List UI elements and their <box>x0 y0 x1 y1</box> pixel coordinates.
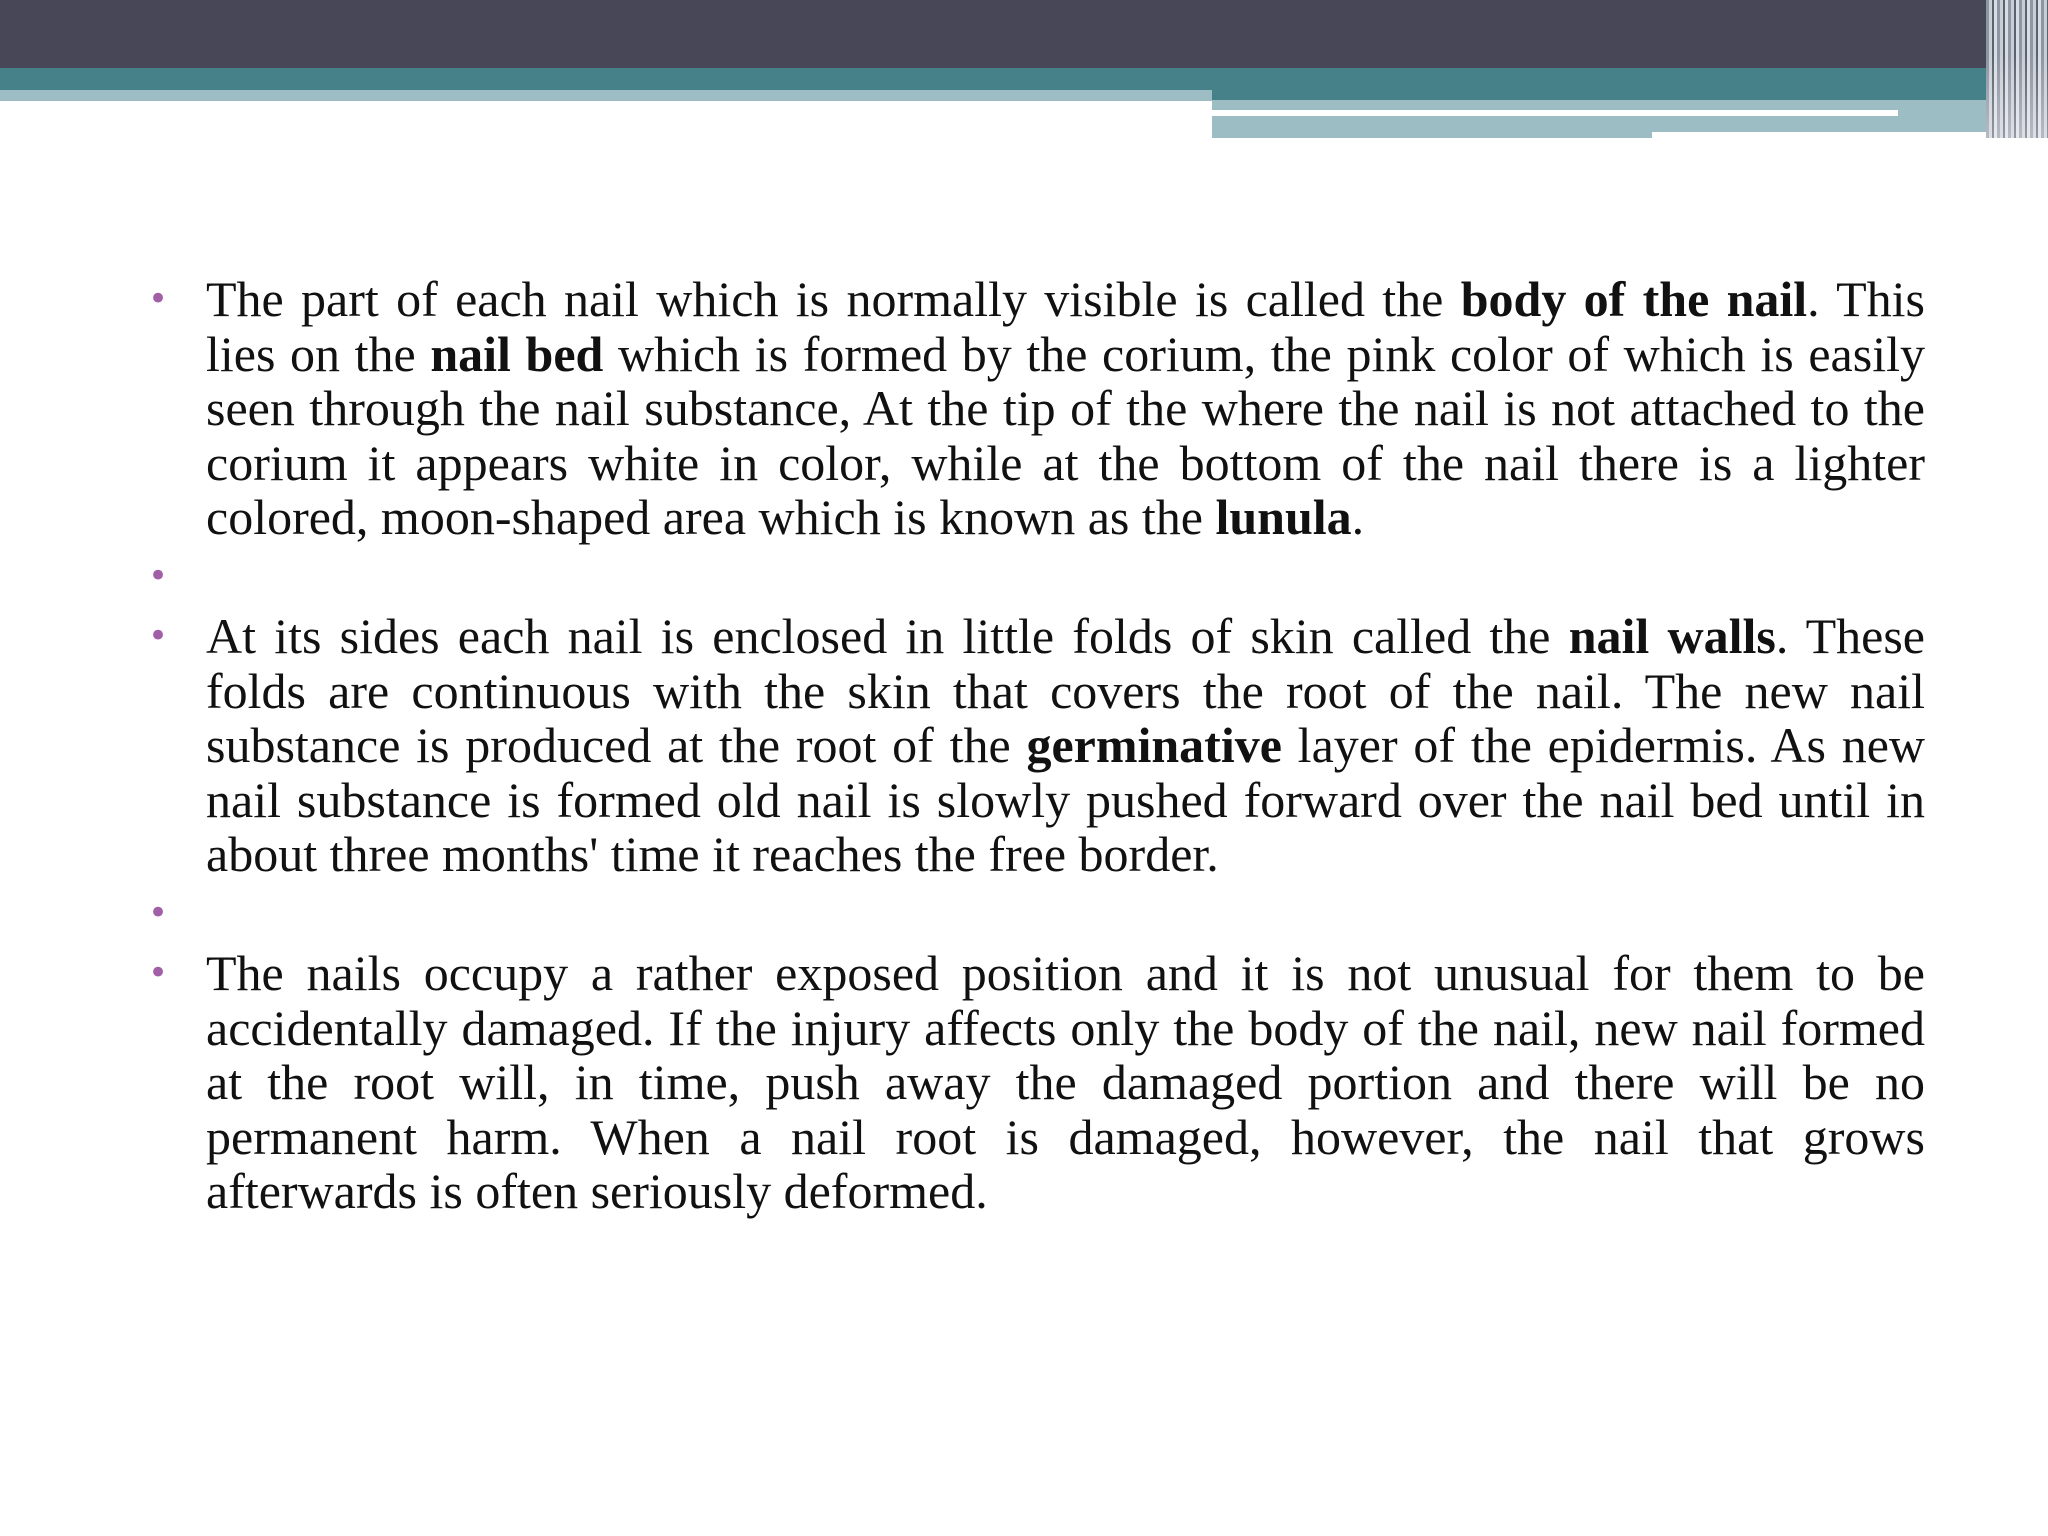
header-light-band-left <box>0 90 1212 101</box>
header-white-tail <box>1652 132 2012 140</box>
header-stripes-fade <box>1986 0 2048 138</box>
bullet-dot: • <box>148 892 169 933</box>
bold-term-nail-walls: nail walls <box>1568 608 1776 664</box>
header-dark-band <box>0 0 2048 68</box>
text-run: . <box>1351 489 1365 545</box>
text-run: The nails occupy a rather exposed position and it is not unusual for them to be accidentally damaged. If the injury affects only the body of the nail, new nail formed at the root will, in time, push away the damaged portion and there will be no permanent harm. When a nail root is damaged, however, the nail that grows afterwards is often seriously deformed. <box>206 945 1925 1219</box>
text-run: At its sides each nail is enclosed in little folds of skin called the <box>206 608 1569 664</box>
bullet-item-3 <box>140 946 1925 1219</box>
bullet-item-2 <box>140 609 1925 882</box>
bullet-dot: • <box>148 953 169 993</box>
header-teal-band <box>0 68 1212 90</box>
bullet-item-1 <box>140 272 1925 545</box>
paragraph-text <box>206 945 1925 1219</box>
text-run: The part of each nail which is normally visible is called the <box>206 271 1461 327</box>
text-run: . This lies on the <box>206 271 1925 382</box>
text-run: which is formed by the corium, the pink color of which is easily seen through the nail substance, At the tip of the where the nail is not attached to the corium it appears white in color, while at the bottom of the nail there is a lighter colored, moon-shaped area which is known as the <box>206 325 1925 545</box>
paragraph-text <box>206 271 1925 545</box>
bullet-dot: • <box>148 279 169 319</box>
text-run: . These folds are continuous with the skin that covers the root of the nail. The new nail substance is produced at the root of the <box>206 608 1925 773</box>
bold-term-lunula: lunula <box>1215 489 1352 545</box>
bullet-item-empty-1 <box>140 549 1925 604</box>
header-teal-band-right <box>1212 68 2048 100</box>
bold-term-germinative: germinative <box>1026 717 1282 773</box>
bullet-dot: • <box>148 616 169 656</box>
text-run: layer of the epidermis. As new nail substance is formed old nail is slowly pushed forward over the nail bed until in about three months' time it reaches the free border. <box>206 717 1926 882</box>
bold-term-nail-bed: nail bed <box>430 325 604 382</box>
paragraph-text <box>206 608 1925 882</box>
bullet-list <box>140 272 1925 1219</box>
bullet-dot: • <box>148 555 169 596</box>
bullet-item-empty-2 <box>140 886 1925 941</box>
header-white-line <box>1212 110 1898 116</box>
bold-term-body-of-the-nail: body of the nail <box>1460 271 1808 327</box>
